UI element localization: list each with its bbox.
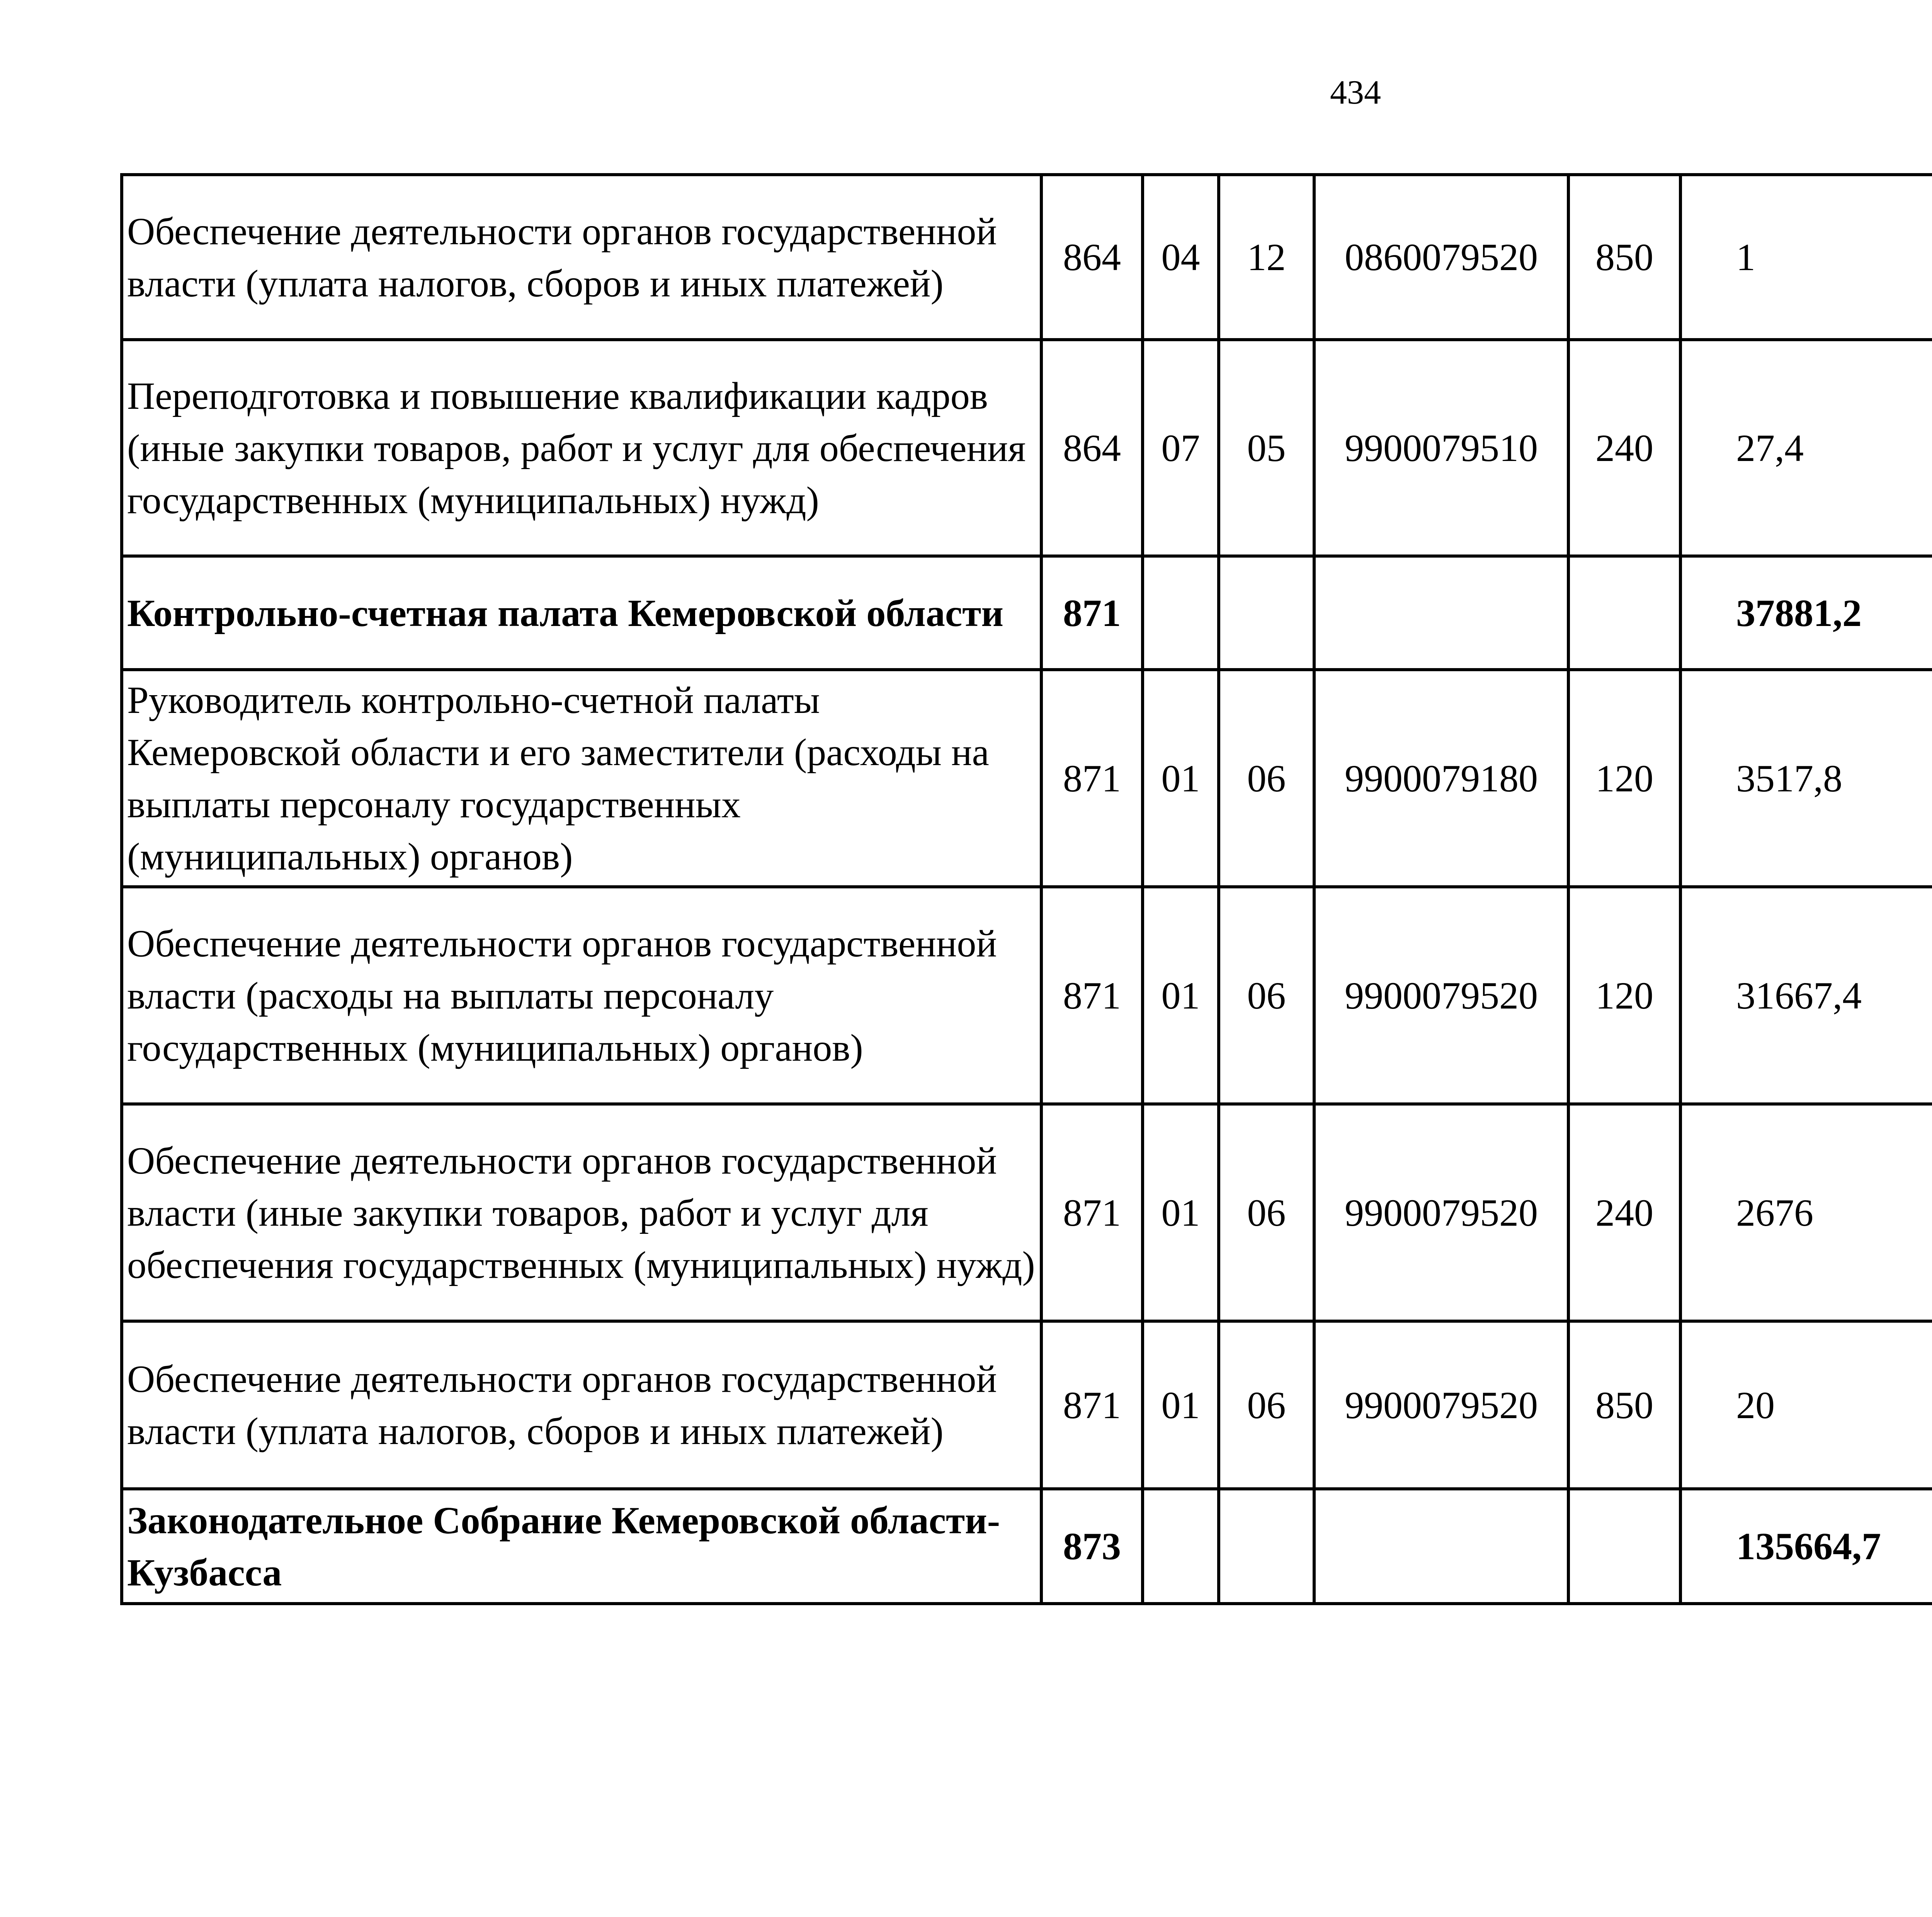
target-article-code: 9900079180: [1314, 670, 1568, 887]
amount-year-1: 27,4: [1680, 340, 1932, 556]
row-name: Руководитель контрольно-счетной палаты Кемеровской области и его заместители (расходы на выплаты персоналу государственных (муниципальных) органов): [122, 670, 1041, 887]
target-article-code: [1314, 1489, 1568, 1604]
ministry-code: 871: [1041, 1321, 1143, 1489]
subsection-code: [1219, 556, 1314, 670]
amount-year-1: 135664,7: [1680, 1489, 1932, 1604]
row-name: Обеспечение деятельности органов государственной власти (иные закупки товаров, работ и услуг для обеспечения государственных (муниципальных) нужд): [122, 1104, 1041, 1321]
amount-year-1: 2676: [1680, 1104, 1932, 1321]
target-article-code: 9900079510: [1314, 340, 1568, 556]
subsection-code: 06: [1219, 887, 1314, 1104]
expense-type-code: 850: [1568, 1321, 1680, 1489]
section-code: 01: [1143, 887, 1219, 1104]
subsection-code: 05: [1219, 340, 1314, 556]
expense-type-code: 240: [1568, 340, 1680, 556]
section-code: 01: [1143, 1321, 1219, 1489]
ministry-code: 864: [1041, 340, 1143, 556]
row-name: Контрольно-счетная палата Кемеровской области: [122, 556, 1041, 670]
section-code: 07: [1143, 340, 1219, 556]
ministry-code: 873: [1041, 1489, 1143, 1604]
expense-type-code: 850: [1568, 175, 1680, 340]
ministry-code: 871: [1041, 670, 1143, 887]
amount-year-1: 31667,4: [1680, 887, 1932, 1104]
table-row: [122, 175, 1932, 340]
subsection-code: 06: [1219, 1104, 1314, 1321]
section-code: [1143, 1489, 1219, 1604]
row-name: Переподготовка и повышение квалификации кадров (иные закупки товаров, работ и услуг для обеспечения государственных (муниципальных) нужд): [122, 340, 1041, 556]
amount-year-1: 3517,8: [1680, 670, 1932, 887]
subsection-code: 06: [1219, 1321, 1314, 1489]
section-code: 01: [1143, 670, 1219, 887]
expense-type-code: 240: [1568, 1104, 1680, 1321]
ministry-code: 871: [1041, 887, 1143, 1104]
row-name: Обеспечение деятельности органов государственной власти (уплата налогов, сборов и иных платежей): [122, 1321, 1041, 1489]
subsection-code: 06: [1219, 670, 1314, 887]
section-code: 04: [1143, 175, 1219, 340]
row-name: Обеспечение деятельности органов государственной власти (расходы на выплаты персоналу государственных (муниципальных) органов): [122, 887, 1041, 1104]
ministry-code: 871: [1041, 556, 1143, 670]
target-article-code: 0860079520: [1314, 175, 1568, 340]
row-name: Законодательное Собрание Кемеровской области-Кузбасса: [122, 1489, 1041, 1604]
subsection-code: [1219, 1489, 1314, 1604]
expense-type-code: 120: [1568, 887, 1680, 1104]
table-row: [122, 670, 1932, 887]
page-number: 434: [1330, 74, 1381, 111]
ministry-code: 864: [1041, 175, 1143, 340]
target-article-code: 9900079520: [1314, 887, 1568, 1104]
target-article-code: [1314, 556, 1568, 670]
target-article-code: 9900079520: [1314, 1321, 1568, 1489]
amount-year-1: 20: [1680, 1321, 1932, 1489]
table-row-section-total: [122, 1489, 1932, 1604]
amount-year-1: 37881,2: [1680, 556, 1932, 670]
amount-year-1: 1: [1680, 175, 1932, 340]
section-code: 01: [1143, 1104, 1219, 1321]
table-row-section-total: [122, 556, 1932, 670]
subsection-code: 12: [1219, 175, 1314, 340]
table-row: [122, 1321, 1932, 1489]
row-name: Обеспечение деятельности органов государственной власти (уплата налогов, сборов и иных платежей): [122, 175, 1041, 340]
table-row: [122, 340, 1932, 556]
table-row: [122, 887, 1932, 1104]
section-code: [1143, 556, 1219, 670]
ministry-code: 871: [1041, 1104, 1143, 1321]
budget-table: [120, 173, 1932, 1605]
expense-type-code: [1568, 1489, 1680, 1604]
expense-type-code: 120: [1568, 670, 1680, 887]
table-row: [122, 1104, 1932, 1321]
target-article-code: 9900079520: [1314, 1104, 1568, 1321]
expense-type-code: [1568, 556, 1680, 670]
